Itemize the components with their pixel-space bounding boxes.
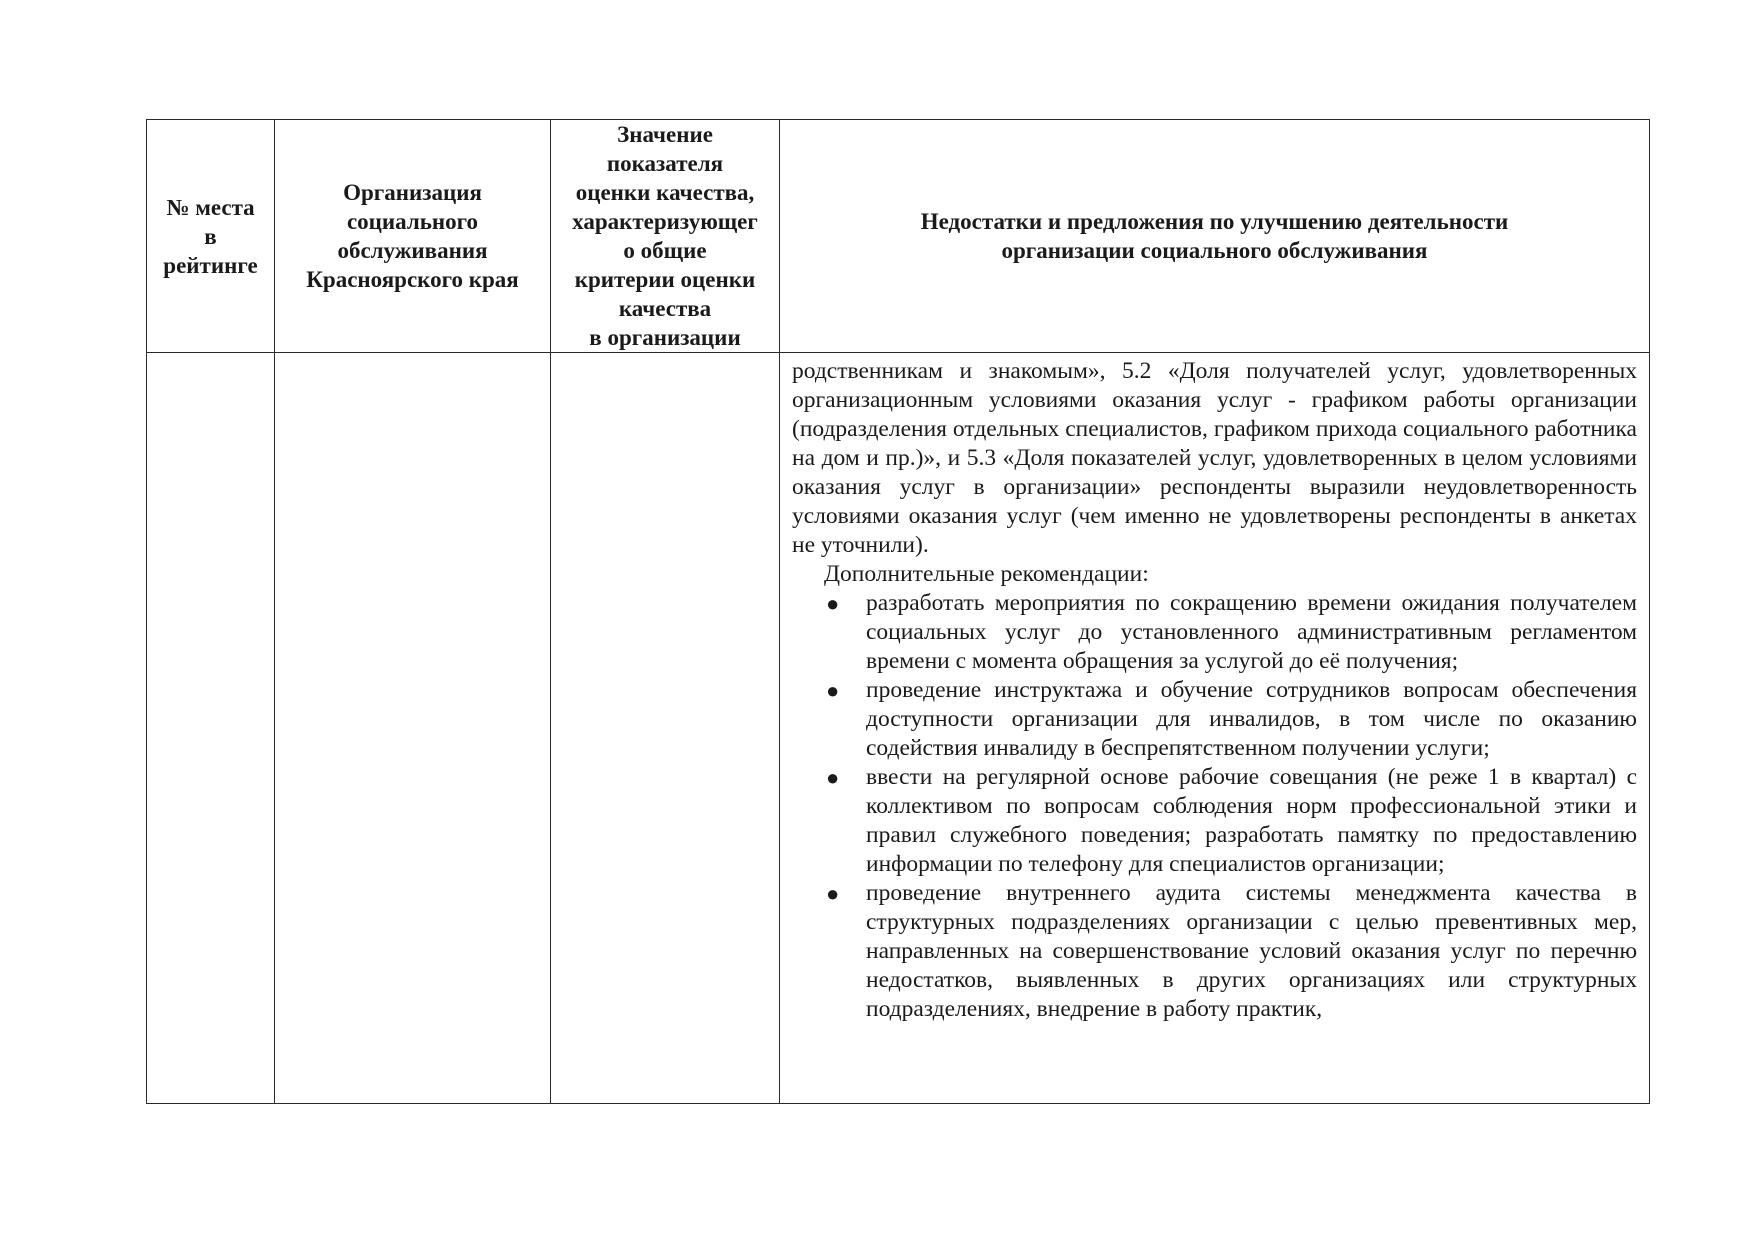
- header-place: [147, 120, 275, 353]
- header-row: [147, 120, 1650, 353]
- bullet-icon: ●: [826, 678, 840, 703]
- bullet-icon: ●: [826, 881, 840, 906]
- report-table: [146, 119, 1650, 1104]
- header-notes-label: Недостатки и предложения по улучшению деятельности организации социального обслуживания: [920, 209, 1509, 263]
- header-value-label: Значение показателя оценки качества, характеризующег о общие критерии оценки качества в организации: [572, 122, 758, 350]
- cell-organization: [275, 353, 551, 1104]
- bullet-icon: ●: [826, 765, 840, 790]
- notes-intro-paragraph: родственникам и знакомым», 5.2 «Доля получателей услуг, удовлетворенных организационным условиями оказания услуг - графиком работы организации (подразделения отдельных специалистов, графиком прихода социального работника на дом и пр.)», и 5.3 «Доля показателей услуг, удовлетворенных в целом условиями оказания услуг в организации» респонденты выразили неудовлетворенность условиями оказания услуг (чем именно не удовлетворены респонденты в анкетах не уточнили).: [792, 358, 1637, 558]
- header-place-label: № места в рейтинге: [163, 194, 258, 278]
- recommendations-list: [792, 589, 1637, 1024]
- header-notes: [780, 120, 1650, 353]
- list-item: [792, 879, 1637, 1024]
- list-item: [792, 589, 1637, 676]
- table-row: [147, 353, 1650, 1104]
- recommendation-text: проведение внутреннего аудита системы менеджмента качества в структурных подразделениях организации с целью превентивных мер, направленных на совершенствование условий оказания услуг по перечню недостатков, выявленных в других организациях или структурных подразделениях, внедрение в работу практик,: [866, 880, 1637, 1022]
- recommendation-text: разработать мероприятия по сокращению времени ожидания получателем социальных услуг до установленного административным регламентом времени с момента обращения за услугой до её получения;: [866, 590, 1637, 674]
- cell-notes: [780, 353, 1650, 1104]
- recommendation-text: проведение инструктажа и обучение сотрудников вопросам обеспечения доступности организации для инвалидов, в том числе по оказанию содействия инвалиду в беспрепятственном получении услуги;: [866, 677, 1637, 761]
- header-value: [551, 120, 780, 353]
- list-item: [792, 676, 1637, 763]
- header-organization: [275, 120, 551, 353]
- list-item: [792, 763, 1637, 879]
- header-organization-label: Организация социального обслуживания Красноярского края: [306, 180, 519, 292]
- cell-place: [147, 353, 275, 1104]
- recommendation-text: ввести на регулярной основе рабочие совещания (не реже 1 в квартал) с коллективом по вопросам соблюдения норм профессиональной этики и правил служебного поведения; разработать памятку по предоставлению информации по телефону для специалистов организации;: [866, 764, 1637, 877]
- extra-recommendations-title: Дополнительные рекомендации:: [824, 561, 1149, 587]
- cell-value: [551, 353, 780, 1104]
- bullet-icon: ●: [826, 591, 840, 616]
